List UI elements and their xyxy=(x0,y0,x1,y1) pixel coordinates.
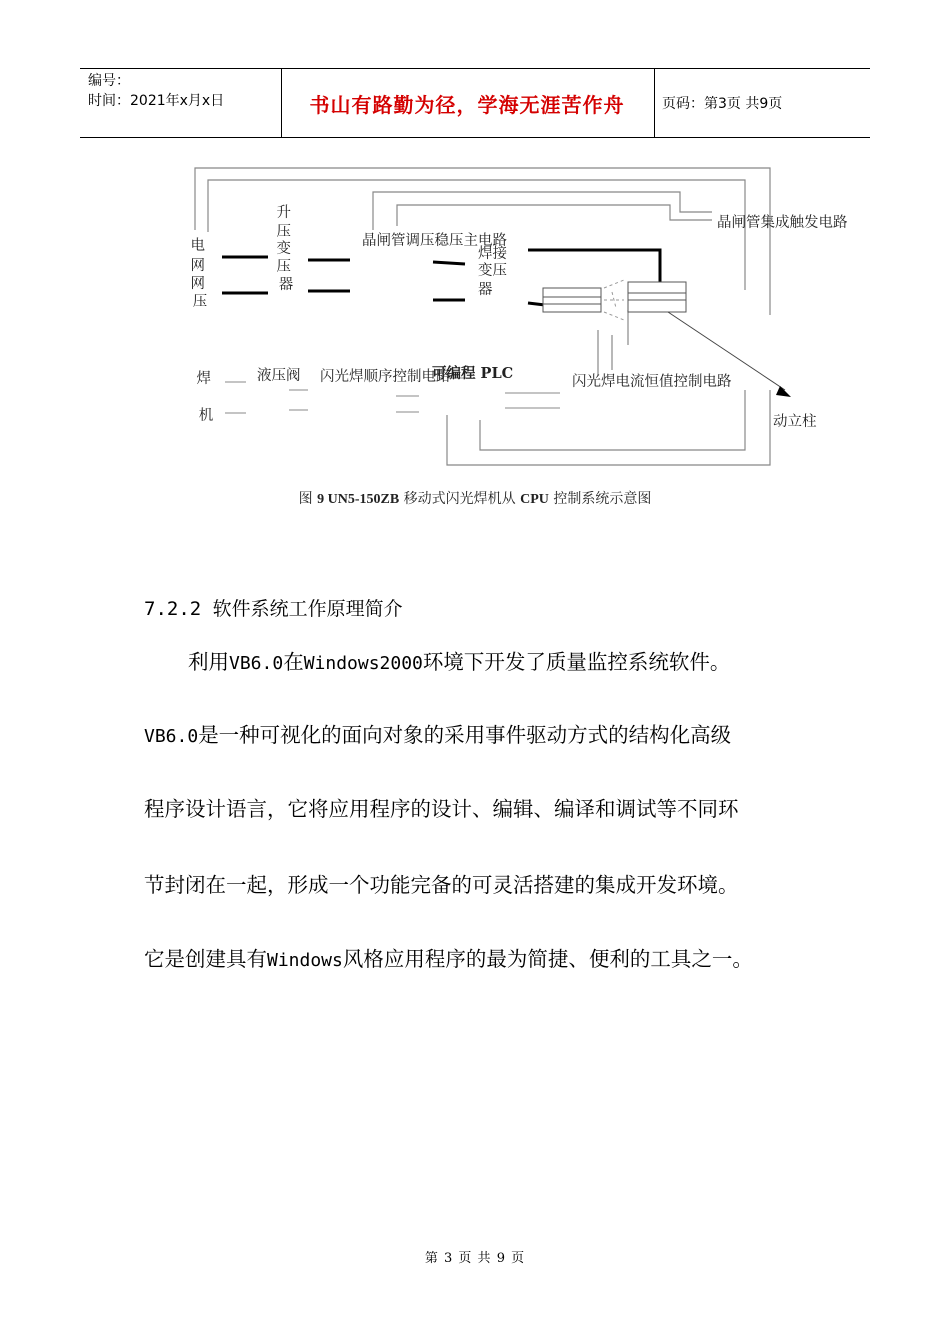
figure-caption: 图 9 UN5-150ZB 移动式闪光焊机从 CPU 控制系统示意图 xyxy=(298,491,652,507)
header-date: 时间：2021年x月x日 xyxy=(88,93,225,109)
spark-icon xyxy=(604,280,624,320)
paragraph-line: 程序设计语言，它将应用程序的设计、编辑、编译和调试等不同环 xyxy=(144,797,739,821)
page-footer: 第 3 页 共 9 页 xyxy=(424,1251,526,1266)
arrow-head-icon xyxy=(776,386,791,397)
power-line xyxy=(528,303,545,305)
label-welder-machine: 焊 机 xyxy=(196,371,214,424)
paragraph-line: 利用VB6.0在Windows2000环境下开发了质量监控系统软件。 xyxy=(188,650,731,674)
label-hydraulic-valve: 液压阀 xyxy=(257,368,301,384)
label-step-up-transformer: 升 压 变 压 器 xyxy=(276,205,294,293)
label-thyristor-main-circuit: 晶闸管调压稳压主电路 xyxy=(362,233,507,249)
power-line xyxy=(433,262,465,264)
section-title: 7.2.2 软件系统工作原理简介 xyxy=(144,598,403,620)
header-page-info: 页码：第3页 共9页 xyxy=(662,96,783,112)
workpiece-right xyxy=(628,282,686,312)
power-line xyxy=(528,250,660,285)
label-welding-transformer: 焊接 变压 器 xyxy=(478,246,507,298)
label-plc: 可编程 PLC xyxy=(432,365,514,382)
frame-line xyxy=(447,390,770,465)
frame-line xyxy=(373,192,712,230)
workpiece-left xyxy=(543,288,601,312)
label-flash-sequence: 闪光焊顺序控制电路 xyxy=(320,369,451,385)
label-thyristor-trigger: 晶闸管集成触发电路 xyxy=(717,215,848,231)
header-divider xyxy=(654,69,655,137)
paragraph-line: VB6.0是一种可视化的面向对象的采用事件驱动方式的结构化高级 xyxy=(144,723,732,747)
paragraph-line: 它是创建具有Windows风格应用程序的最为简捷、便利的工具之一。 xyxy=(144,947,753,971)
header-meta xyxy=(88,71,280,111)
label-moving-column: 动立柱 xyxy=(773,414,817,430)
label-current-control: 闪光焊电流恒值控制电路 xyxy=(572,374,732,390)
header-number: 编号： xyxy=(88,73,130,89)
page-header xyxy=(80,68,870,138)
header-motto: 书山有路勤为径，学海无涯苦作舟 xyxy=(309,92,625,117)
label-grid-voltage: 电 网 网 压 xyxy=(190,238,208,310)
control-system-diagram xyxy=(0,150,950,480)
frame-line xyxy=(480,390,745,450)
paragraph-line: 节封闭在一起，形成一个功能完备的可灵活搭建的集成开发环境。 xyxy=(144,873,739,897)
frame-line xyxy=(397,205,712,226)
